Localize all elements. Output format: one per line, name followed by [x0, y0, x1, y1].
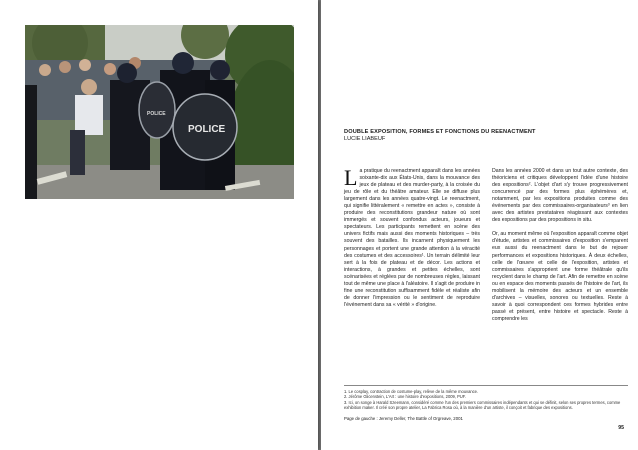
footnote-1: 1. Le cosplay, contraction de costume-play, relève de la même mouvance.	[344, 389, 479, 394]
page-number: 95	[618, 425, 624, 431]
paragraph	[344, 165, 480, 309]
photo-caption: Page de gauche : Jeremy Deller, The Battle of Orgreave, 2001	[344, 415, 463, 421]
article-author: LUCIE LIABEUF	[344, 136, 386, 142]
footnote-3: 3. Ici, on songe à Harald Szeemann, considéré comme l'un des premiers commissaires indépendants et qui se définit, selon ses propres termes, comme exhibition maker. Il créé son propre atelier, La Fabrica Rosa où, à la manière d'un artiste, il conçoit et fabrique des expositions.	[344, 399, 621, 411]
photo-battle-of-orgreave	[25, 25, 294, 199]
footnotes	[344, 385, 628, 421]
article-body	[344, 165, 628, 330]
article-title: DOUBLE EXPOSITION, FORMES ET FONCTIONS DU REENACTMENT	[344, 129, 536, 135]
article-header	[344, 129, 626, 143]
text-column-right	[492, 168, 628, 330]
shield-label-small: POLICE	[147, 111, 166, 117]
paragraph: Or, au moment même où l'exposition apparaît comme objet d'étude, artistes et commissaires d'exposition s'emparent eux aussi du reenactment dans le but de rejouer performances et expositions historiques. À deux échelles, celle de l'œuvre et celle de l'exposition, artistes et commissaires s'approprient une forme théâtrale qu'ils recyclent dans le champ de l'art. Afin de remettre en scène ou en espace des moments passés de l'histoire de l'art, ils mobilisent la mémoire des acteurs et un ensemble d'archives – visuelles, sonores ou textuelles. Reste à savoir à quoi correspondent ces formes hybrides entre passé et présent, entre histoire et spectacle. Reste à comprendre les	[492, 231, 628, 322]
text-column-left	[344, 165, 480, 330]
left-page	[0, 0, 318, 450]
dropcap: L	[344, 165, 358, 190]
right-page	[321, 0, 638, 450]
footnote-2: 2. Jérôme Glicenstein, L'Art : une histoire d'expositions, 2009, PUF.	[344, 394, 466, 400]
paragraph: Dans les années 2000 et dans un tout autre contexte, des théoriciens et critiques développent l'idée d'une histoire des expositions². L'objet d'art s'y trouve progressivement concurrencé par des formes plus éphémères et, notamment, par les expositions produites comme des événements par des commissaires-organisateurs³ en lien avec des artistes prestataires réagissant aux contextes des expositions par des propositions in situ.	[492, 168, 628, 224]
paragraph-text: a pratique du reenactment apparaît dans les années soixante-dix aux États-Unis, dans la mouvance des jeux de plateau et des murder-party, à la croisée du jeu de rôle et du théâtre amateur. Elle se diffuse plus largement dans les années quatre-vingt. Le reenactment, qui signifie littéralement « remettre en actes », consiste à produire des reconstitutions grandeur nature où sont immergés et souvent confondus acteurs, joueurs et spectateurs. Les participants remettent en scène des univers fictifs mais aussi des moments historiques – très souvent des batailles. Ils incarnent physiquement les personnages et portent une grande attention à la véracité des costumes et des accessoires¹. Un terrain délimité leur sert à la fois de plateau et de décor. Les actions et interactions, à grandes et petites échelles, sont scénarisées et réglées par de nombreuses règles, laissant tout de même une place à l'aléatoire. Il s'agit de produire in fine une reconstitution suffisamment fidèle et réaliste afin de donner l'impression ou le sentiment de reproduire l'événement dans sa « vérité » d'origine.	[344, 168, 480, 308]
shield-label: POLICE	[188, 124, 226, 135]
